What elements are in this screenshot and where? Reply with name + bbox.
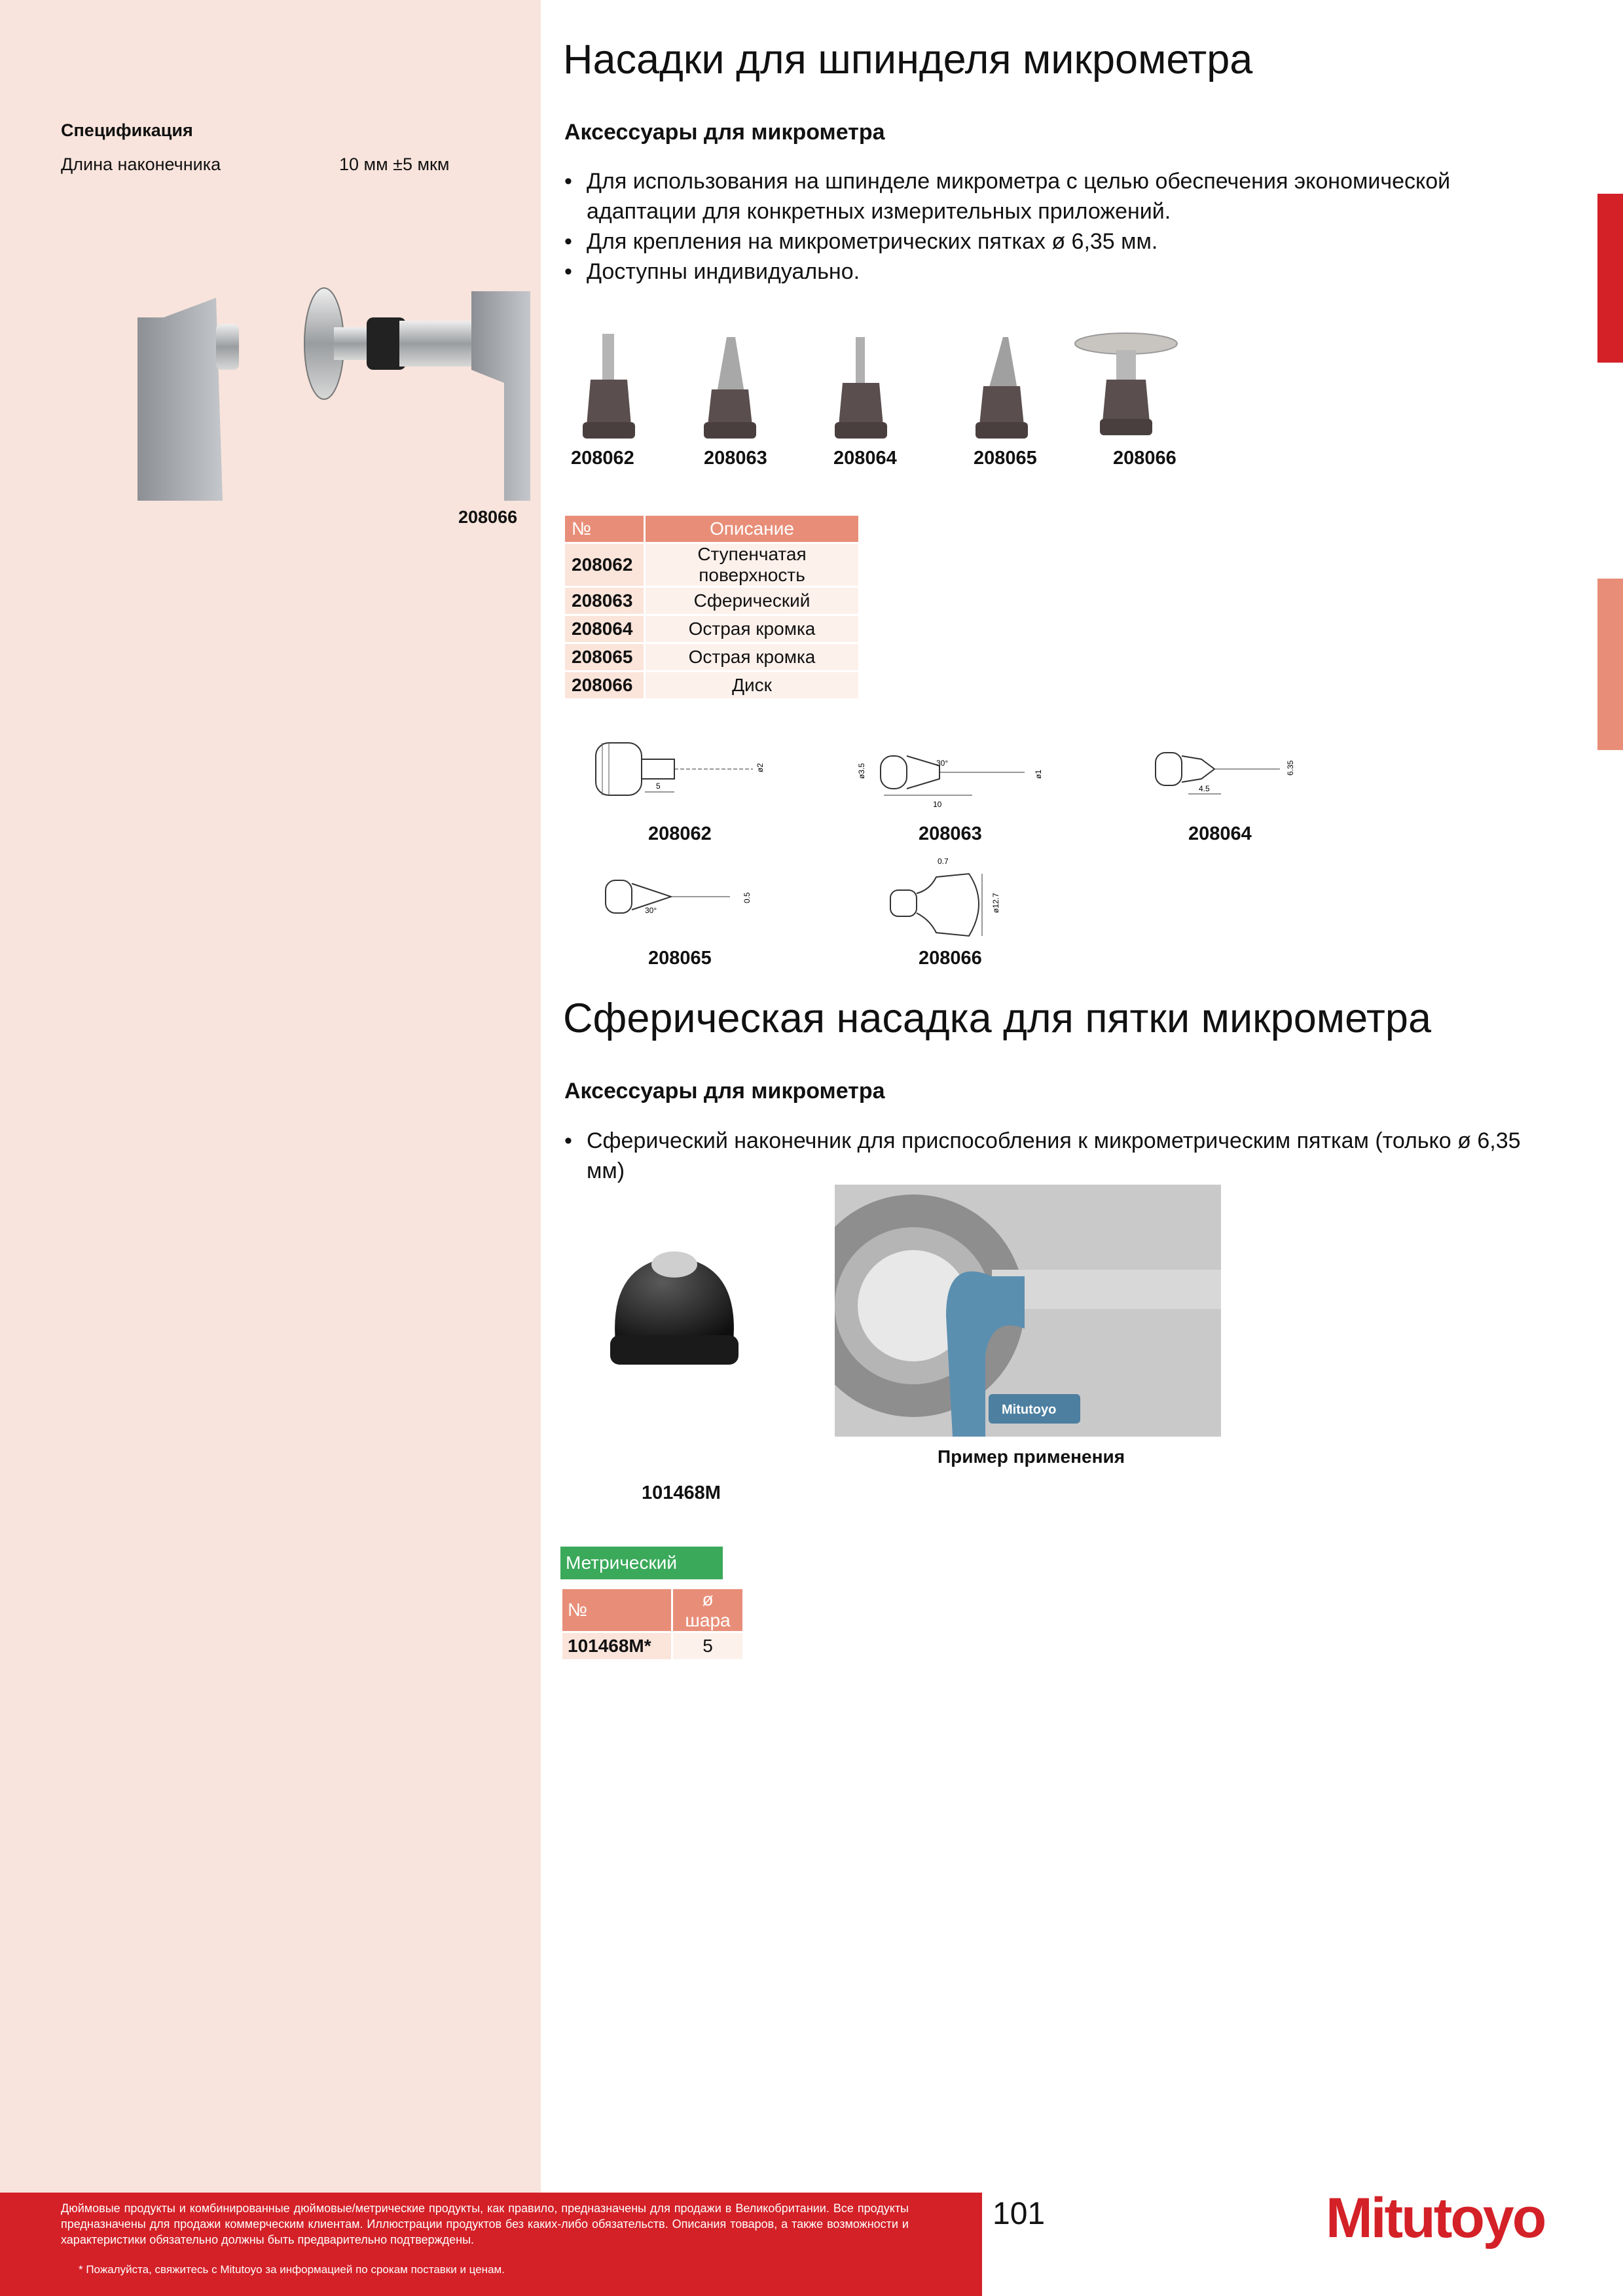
drawing-208066 xyxy=(877,851,1041,942)
tip-image-208065 xyxy=(969,334,1034,442)
mitutoyo-logo: Mitutoyo xyxy=(1326,2187,1545,2250)
bullet-item: • Для крепления на микрометрических пятках ø 6,35 мм. xyxy=(564,226,1559,257)
table-cell: 208063 xyxy=(564,587,645,615)
table-row xyxy=(564,615,860,643)
application-caption: Пример применения xyxy=(938,1446,1125,1467)
drawing-208064 xyxy=(1149,743,1319,808)
spec-label: Длина наконечника xyxy=(61,154,221,174)
drawing-code: 208062 xyxy=(648,823,712,844)
drawing-208062 xyxy=(583,730,779,815)
tip-image-208066 xyxy=(1074,331,1178,442)
section1-subtitle: Аксессуары для микрометра xyxy=(564,120,885,145)
tip-image-208062 xyxy=(576,327,642,442)
section1-title: Насадки для шпинделя микрометра xyxy=(563,37,1253,82)
table-header: № xyxy=(564,515,645,543)
table-header: Описание xyxy=(645,515,860,543)
spec-value: 10 мм ±5 мкм xyxy=(339,154,450,174)
dim-label: 0.7 xyxy=(938,857,949,866)
dim-label: ø2 xyxy=(756,762,765,772)
table-row xyxy=(564,587,860,615)
table-cell: Острая кромка xyxy=(645,643,860,672)
spec-title: Спецификация xyxy=(61,120,193,140)
table-cell: 208064 xyxy=(564,615,645,643)
table-row xyxy=(564,643,860,672)
metric-label: Метрический xyxy=(560,1547,723,1579)
table-cell: 208062 xyxy=(564,543,645,587)
dim-label: ø3.5 xyxy=(857,762,866,779)
drawing-code: 208065 xyxy=(648,948,712,969)
tip-image-208063 xyxy=(697,334,763,442)
footer-disclaimer: Дюймовые продукты и комбинированные дюймовые/метрические продукты, как правило, предназначены для продажи в Великобритании. Все продукты предназначены для продажи коммерческим клиентам. Иллюстрации продуктов без каких-либо обязательств. Описания товаров, а также возможности и характеристики обязательно должны быть предварительно подтверждены. xyxy=(61,2202,909,2246)
table-header: ø шара xyxy=(672,1588,744,1632)
section-tab-red xyxy=(1597,194,1623,363)
drawing-code: 208066 xyxy=(919,948,982,969)
section1-bullets xyxy=(564,166,1559,287)
table-header: № xyxy=(562,1588,672,1632)
table-cell: Ступенчатая поверхность xyxy=(645,543,860,587)
dim-label: 30° xyxy=(936,759,949,768)
dim-label: ø12.7 xyxy=(991,893,1000,913)
table-row xyxy=(564,672,860,700)
table-cell: Сферический xyxy=(645,587,860,615)
metric-table xyxy=(560,1587,744,1661)
table-cell: Диск xyxy=(645,672,860,700)
description-table xyxy=(563,514,860,700)
drawing-208065 xyxy=(599,870,769,936)
dim-label: 4.5 xyxy=(1199,784,1210,793)
tip-code: 208064 xyxy=(833,448,897,469)
bullet-item: • Для использования на шпинделе микрометра с целью обеспечения экономической адаптации для конкретных измерительных приложений. xyxy=(564,166,1559,226)
table-cell: 208066 xyxy=(564,672,645,700)
table-cell: 208065 xyxy=(564,643,645,672)
application-photo xyxy=(835,1185,1221,1437)
table-row xyxy=(562,1632,744,1660)
page-number: 101 xyxy=(993,2197,1046,2231)
tip-code: 208063 xyxy=(704,448,767,469)
section2-title: Сферическая насадка для пятки микрометра xyxy=(563,996,1431,1041)
dim-label: 10 xyxy=(933,800,942,809)
drawing-code: 208064 xyxy=(1188,823,1252,844)
table-cell: 5 xyxy=(672,1632,744,1660)
dim-label: 0.5 xyxy=(742,892,752,903)
tip-code: 208062 xyxy=(571,448,634,469)
brand-label: Mitutoyo xyxy=(1002,1403,1057,1417)
tip-image-208064 xyxy=(828,334,894,442)
dim-label: 5 xyxy=(656,781,661,791)
table-row xyxy=(564,543,860,587)
bullet-item: • Сферический наконечник для приспособления к микрометрическим пяткам (только ø 6,35 мм) xyxy=(564,1126,1559,1186)
photo-caption: 208066 xyxy=(458,507,518,527)
dim-label: ø1 xyxy=(1034,769,1043,779)
section-tab-salmon xyxy=(1597,579,1623,750)
dim-label: 6.35 xyxy=(1286,760,1295,776)
product-code: 101468M xyxy=(642,1482,721,1503)
footer-note: * Пожалуйста, свяжитесь с Mitutoyo за информацией по срокам поставки и ценам. xyxy=(79,2263,505,2276)
spherical-tip-image xyxy=(589,1217,759,1388)
table-cell: 101468M* xyxy=(562,1632,672,1660)
tip-code: 208065 xyxy=(974,448,1037,469)
section2-subtitle: Аксессуары для микрометра xyxy=(564,1079,885,1103)
table-cell: Острая кромка xyxy=(645,615,860,643)
dim-label: 30° xyxy=(645,906,657,915)
bullet-item: • Доступны индивидуально. xyxy=(564,257,1559,287)
drawing-code: 208063 xyxy=(919,823,982,844)
drawing-208063 xyxy=(854,743,1057,815)
section2-bullets xyxy=(564,1126,1559,1186)
tip-code: 208066 xyxy=(1113,448,1176,469)
micrometer-photo xyxy=(137,278,530,501)
